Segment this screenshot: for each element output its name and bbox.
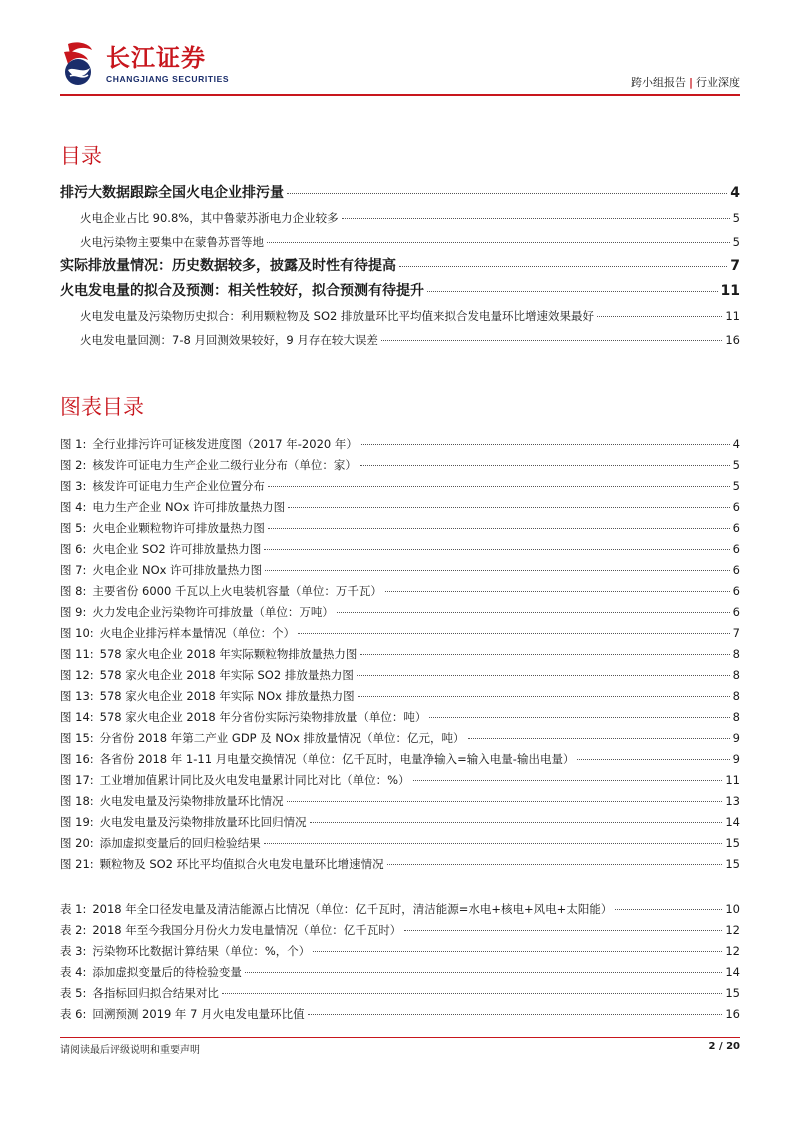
dot-leader [387, 864, 723, 865]
entry-label: 图 5: [60, 521, 87, 535]
logo-chinese-name: 长江证券 [106, 44, 206, 72]
entry-title: 实际排放量情况：历史数据较多，披露及时性有待提高 [60, 258, 396, 274]
entry-page-number: 7 [730, 258, 740, 274]
figure-entry[interactable] [60, 707, 740, 728]
entry-page-number: 5 [732, 235, 740, 249]
entry-page-number: 8 [732, 668, 740, 682]
entry-page-number: 6 [732, 563, 740, 577]
entry-title: 核发许可证电力生产企业位置分布 [92, 479, 265, 493]
entry-page-number: 14 [725, 815, 740, 829]
entry-title: 火电企业排污样本量情况（单位：个） [99, 626, 296, 640]
entry-title: 添加虚拟变量后的待检验变量 [92, 965, 242, 979]
entry-page-number: 11 [725, 309, 740, 323]
entry-label: 图 9: [60, 605, 87, 619]
entry-label: 图 11: [60, 647, 94, 661]
figure-entry[interactable] [60, 644, 740, 665]
dot-leader [222, 993, 723, 994]
entry-label: 图 4: [60, 500, 87, 514]
table-entry[interactable] [60, 962, 740, 983]
figure-entry[interactable] [60, 791, 740, 812]
dot-leader [245, 972, 723, 973]
changjiang-logo-icon [60, 40, 100, 88]
entry-label: 图 18: [60, 794, 94, 808]
figure-entry[interactable] [60, 434, 740, 455]
entry-page-number: 10 [725, 902, 740, 916]
entry-page-number: 8 [732, 710, 740, 724]
entry-title: 火电发电量及污染物排放量环比情况 [99, 794, 284, 808]
figure-entry[interactable] [60, 602, 740, 623]
dot-leader [298, 633, 730, 634]
figure-entry[interactable] [60, 581, 740, 602]
figure-entry[interactable] [60, 770, 740, 791]
dot-leader [360, 654, 729, 655]
entry-page-number: 7 [732, 626, 740, 640]
entry-title: 各指标回归拟合结果对比 [92, 986, 219, 1000]
entry-title: 添加虚拟变量后的回归检验结果 [99, 836, 261, 850]
entry-label: 图 17: [60, 773, 94, 787]
dot-leader [337, 612, 730, 613]
dot-leader [361, 444, 730, 445]
entry-label: 表 5: [60, 986, 87, 1000]
dot-leader [287, 193, 727, 194]
dot-leader [264, 549, 729, 550]
dot-leader [313, 951, 722, 952]
header-divider [60, 94, 740, 96]
entry-title: 火电发电量及污染物排放量环比回归情况 [99, 815, 307, 829]
entry-label: 图 20: [60, 836, 94, 850]
table-entry[interactable] [60, 899, 740, 920]
page-number: 2 / 20 [708, 1041, 740, 1052]
entry-page-number: 13 [725, 794, 740, 808]
toc-section-entry[interactable] [60, 230, 740, 254]
toc-chapter-entry[interactable] [60, 279, 740, 304]
dot-leader [615, 909, 722, 910]
entry-page-number: 6 [732, 500, 740, 514]
entry-label: 图 14: [60, 710, 94, 724]
entry-title: 2018 年至今我国分月份火力发电量情况（单位：亿千瓦时） [92, 923, 402, 937]
figure-entry[interactable] [60, 665, 740, 686]
entry-page-number: 5 [732, 479, 740, 493]
entry-page-number: 4 [732, 437, 740, 451]
figure-entry[interactable] [60, 518, 740, 539]
dot-leader [268, 486, 730, 487]
dot-leader [264, 843, 723, 844]
entry-page-number: 4 [730, 185, 740, 201]
entry-title: 电力生产企业 NOx 许可排放量热力图 [92, 500, 286, 514]
dot-leader [268, 528, 730, 529]
entry-title: 火电企业占比 90.8%，其中鲁蒙苏浙电力企业较多 [80, 211, 339, 225]
dot-leader [399, 266, 727, 267]
figure-entry[interactable] [60, 833, 740, 854]
dot-leader [404, 930, 722, 931]
entry-title: 火力发电企业污染物许可排放量（单位：万吨） [92, 605, 334, 619]
entry-label: 图 13: [60, 689, 94, 703]
entry-title: 2018 年全口径发电量及清洁能源占比情况（单位：亿千瓦时，清洁能源=水电+核电+风电+太阳能） [92, 902, 613, 916]
report-type-label [631, 74, 740, 90]
entry-title: 578 家火电企业 2018 年实际 SO2 排放量热力图 [99, 668, 354, 682]
entry-title: 火电企业 NOx 许可排放量热力图 [92, 563, 263, 577]
table-entry[interactable] [60, 920, 740, 941]
figure-toc-title: 图表目录 [60, 395, 144, 419]
entry-page-number: 9 [732, 731, 740, 745]
figure-entry[interactable] [60, 686, 740, 707]
entry-page-number: 5 [732, 211, 740, 225]
toc-title: 目录 [60, 144, 102, 168]
entry-page-number: 15 [725, 836, 740, 850]
entry-label: 图 15: [60, 731, 94, 745]
entry-page-number: 12 [725, 923, 740, 937]
dot-leader [577, 759, 729, 760]
table-list [60, 899, 740, 1025]
entry-page-number: 6 [732, 542, 740, 556]
dot-leader [429, 717, 729, 718]
entry-title: 核发许可证电力生产企业二级行业分布（单位：家） [92, 458, 357, 472]
entry-label: 图 3: [60, 479, 87, 493]
table-entry[interactable] [60, 983, 740, 1004]
entry-title: 污染物环比数据计算结果（单位：%，个） [92, 944, 311, 958]
toc-section-entry[interactable] [60, 328, 740, 352]
report-type: 跨小组报告 [630, 76, 686, 89]
entry-page-number: 15 [725, 986, 740, 1000]
entry-page-number: 5 [732, 458, 740, 472]
entry-page-number: 12 [725, 944, 740, 958]
entry-label: 图 10: [60, 626, 94, 640]
entry-page-number: 11 [720, 283, 740, 299]
dot-leader [342, 218, 730, 219]
entry-title: 各省份 2018 年 1-11 月电量交换情况（单位：亿千瓦时，电量净输入=输入电量-输出电量） [99, 752, 575, 766]
entry-page-number: 16 [725, 1007, 740, 1021]
dot-leader [360, 465, 730, 466]
dot-leader [413, 780, 723, 781]
entry-label: 图 1: [60, 437, 87, 451]
entry-title: 工业增加值累计同比及火电发电量累计同比对比（单位：%） [99, 773, 410, 787]
entry-page-number: 6 [732, 605, 740, 619]
entry-title: 颗粒物及 SO2 环比平均值拟合火电发电量环比增速情况 [99, 857, 384, 871]
footer-disclaimer: 请阅读最后评级说明和重要声明 [60, 1045, 200, 1056]
dot-leader [381, 340, 722, 341]
figure-entry[interactable] [60, 560, 740, 581]
toc-list [60, 181, 740, 352]
entry-label: 表 3: [60, 944, 87, 958]
logo-english-name: CHANGJIANG SECURITIES [106, 74, 230, 84]
entry-page-number: 16 [725, 333, 740, 347]
dot-leader [288, 507, 730, 508]
entry-page-number: 8 [732, 689, 740, 703]
entry-label: 图 12: [60, 668, 94, 682]
figure-entry[interactable] [60, 749, 740, 770]
figure-entry[interactable] [60, 623, 740, 644]
figure-entry[interactable] [60, 728, 740, 749]
entry-page-number: 14 [725, 965, 740, 979]
entry-title: 火电发电量回测：7-8 月回测效果较好，9 月存在较大误差 [80, 333, 378, 347]
entry-title: 火电发电量及污染物历史拟合：利用颗粒物及 SO2 排放量环比平均值来拟合发电量环比增速效果最好 [80, 309, 594, 323]
entry-page-number: 6 [732, 584, 740, 598]
toc-chapter-entry[interactable] [60, 254, 740, 279]
dot-leader [597, 316, 722, 317]
entry-title: 578 家火电企业 2018 年实际 NOx 排放量热力图 [99, 689, 355, 703]
entry-page-number: 15 [725, 857, 740, 871]
table-entry[interactable] [60, 1004, 740, 1025]
entry-title: 火电企业 SO2 许可排放量热力图 [92, 542, 262, 556]
toc-chapter-entry[interactable] [60, 181, 740, 206]
entry-title: 回溯预测 2019 年 7 月火电发电量环比值 [92, 1007, 305, 1021]
dot-leader [468, 738, 730, 739]
entry-title: 全行业排污许可证核发进度图（2017 年-2020 年） [92, 437, 358, 451]
page-header [60, 38, 740, 96]
figure-entry[interactable] [60, 854, 740, 875]
footer-divider [60, 1037, 740, 1038]
table-entry[interactable] [60, 941, 740, 962]
dot-leader [357, 675, 730, 676]
entry-page-number: 11 [725, 773, 740, 787]
entry-label: 表 2: [60, 923, 87, 937]
figure-entry[interactable] [60, 539, 740, 560]
dot-leader [385, 591, 730, 592]
entry-label: 图 21: [60, 857, 94, 871]
figure-entry[interactable] [60, 497, 740, 518]
dot-leader [310, 822, 723, 823]
dot-leader [358, 696, 730, 697]
entry-page-number: 8 [732, 647, 740, 661]
entry-label: 图 7: [60, 563, 87, 577]
figure-entry[interactable] [60, 455, 740, 476]
entry-label: 图 8: [60, 584, 87, 598]
entry-label: 图 6: [60, 542, 87, 556]
entry-label: 表 1: [60, 902, 87, 916]
entry-title: 排污大数据跟踪全国火电企业排污量 [60, 185, 284, 201]
entry-page-number: 9 [732, 752, 740, 766]
entry-title: 主要省份 6000 千瓦以上火电装机容量（单位：万千瓦） [92, 584, 382, 598]
toc-section-entry[interactable] [60, 206, 740, 230]
figure-entry[interactable] [60, 812, 740, 833]
entry-title: 火电企业颗粒物许可排放量热力图 [92, 521, 265, 535]
entry-label: 图 2: [60, 458, 87, 472]
entry-title: 火电污染物主要集中在蒙鲁苏晋等地 [80, 235, 264, 249]
dot-leader [287, 801, 723, 802]
entry-title: 578 家火电企业 2018 年分省份实际污染物排放量（单位：吨） [99, 710, 427, 724]
header-separator: | [688, 76, 693, 89]
dot-leader [265, 570, 730, 571]
entry-label: 图 19: [60, 815, 94, 829]
report-category: 行业深度 [696, 76, 740, 89]
entry-label: 表 6: [60, 1007, 87, 1021]
dot-leader [427, 291, 718, 292]
entry-title: 火电发电量的拟合及预测：相关性较好，拟合预测有待提升 [60, 283, 424, 299]
dot-leader [308, 1014, 723, 1015]
dot-leader [267, 242, 730, 243]
figure-entry[interactable] [60, 476, 740, 497]
entry-title: 578 家火电企业 2018 年实际颗粒物排放量热力图 [99, 647, 358, 661]
entry-page-number: 6 [732, 521, 740, 535]
entry-label: 图 16: [60, 752, 94, 766]
toc-section-entry[interactable] [60, 304, 740, 328]
entry-title: 分省份 2018 年第二产业 GDP 及 NOx 排放量情况（单位：亿元，吨） [99, 731, 465, 745]
figure-list [60, 434, 740, 875]
entry-label: 表 4: [60, 965, 87, 979]
